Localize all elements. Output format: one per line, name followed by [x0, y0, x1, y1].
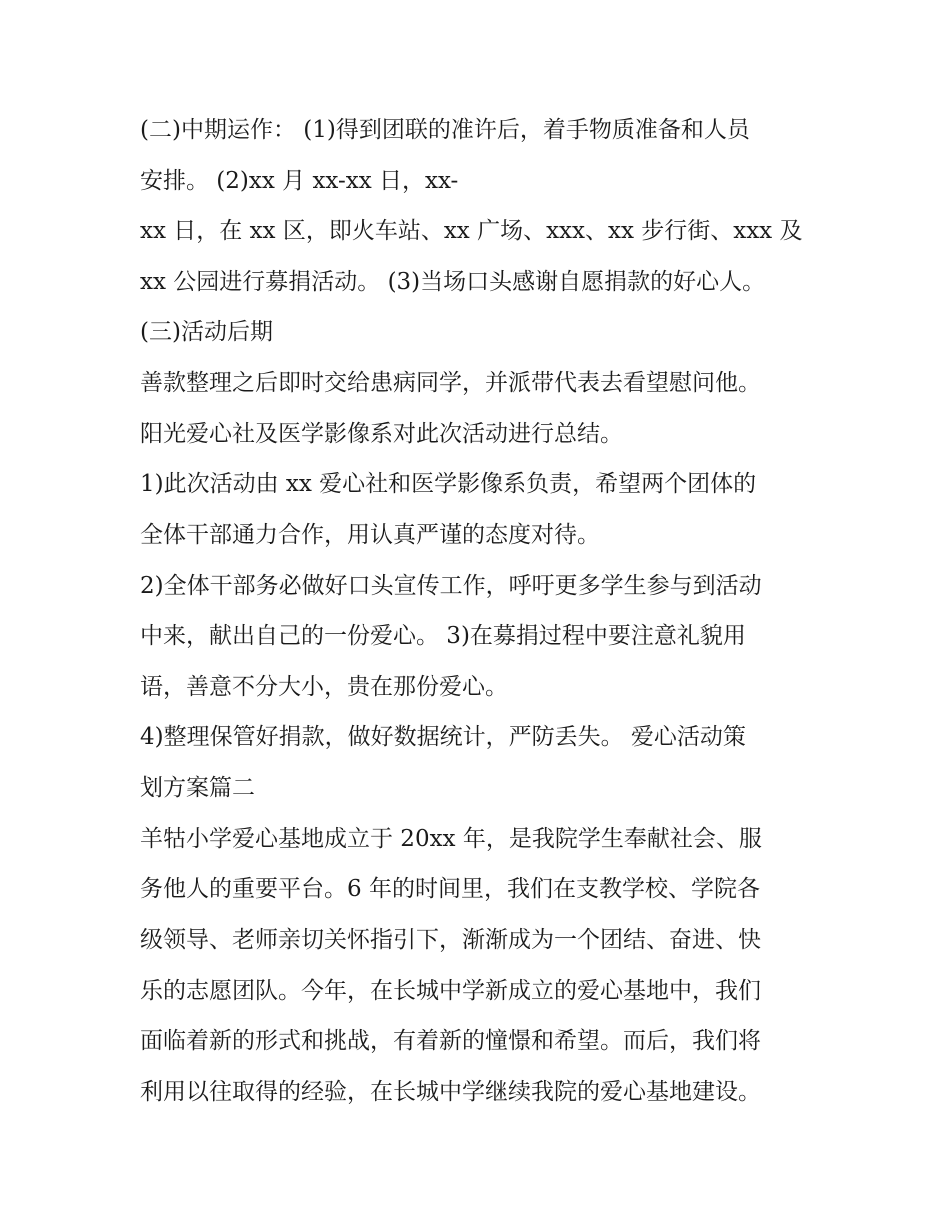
text-line: 4)整理保管好捐款，做好数据统计，严防丢失。 爱心活动策: [140, 724, 746, 750]
text-line: 中来，献出自己的一份爱心。 3)在募捐过程中要注意礼貌用: [140, 623, 746, 649]
text-line: 2)全体干部务必做好口头宣传工作，呼吁更多学生参与到活动: [140, 573, 762, 599]
text-line: (三)活动后期: [140, 319, 273, 345]
text-line: 羊牯小学爱心基地成立于 20xx 年，是我院学生奉献社会、服: [140, 826, 762, 852]
text-line: 面临着新的形式和挑战，有着新的憧憬和希望。而后，我们将: [140, 1028, 761, 1054]
text-line: 乐的志愿团队。今年，在长城中学新成立的爱心基地中，我们: [140, 978, 761, 1004]
text-line: 全体干部通力合作，用认真严谨的态度对待。: [140, 522, 600, 548]
text-line: 语，善意不分大小，贵在那份爱心。: [140, 674, 508, 700]
text-line: 务他人的重要平台。6 年的时间里，我们在支教学校、学院各: [140, 876, 760, 902]
text-line: 善款整理之后即时交给患病同学，并派带代表去看望慰问他。: [140, 370, 761, 396]
text-line: 阳光爱心社及医学影像系对此次活动进行总结。: [140, 421, 623, 447]
text-line: 利用以往取得的经验，在长城中学继续我院的爱心基地建设。: [140, 1079, 761, 1105]
text-line: 安排。 (2)xx 月 xx-xx 日，xx-: [140, 168, 459, 194]
text-line: 划方案篇二: [140, 775, 255, 801]
text-line: (二)中期运作： (1)得到团联的准许后，着手物质准备和人员: [140, 117, 750, 143]
text-line: 1)此次活动由 xx 爱心社和医学影像系负责，希望两个团体的: [140, 471, 757, 497]
text-line: xx 日，在 xx 区，即火车站、xx 广场、xxx、xx 步行街、xxx 及: [140, 218, 803, 244]
text-line: 级领导、老师亲切关怀指引下，渐渐成为一个团结、奋进、快: [140, 927, 761, 953]
text-line: xx 公园进行募捐活动。 (3)当场口头感谢自愿捐款的好心人。: [140, 269, 766, 295]
